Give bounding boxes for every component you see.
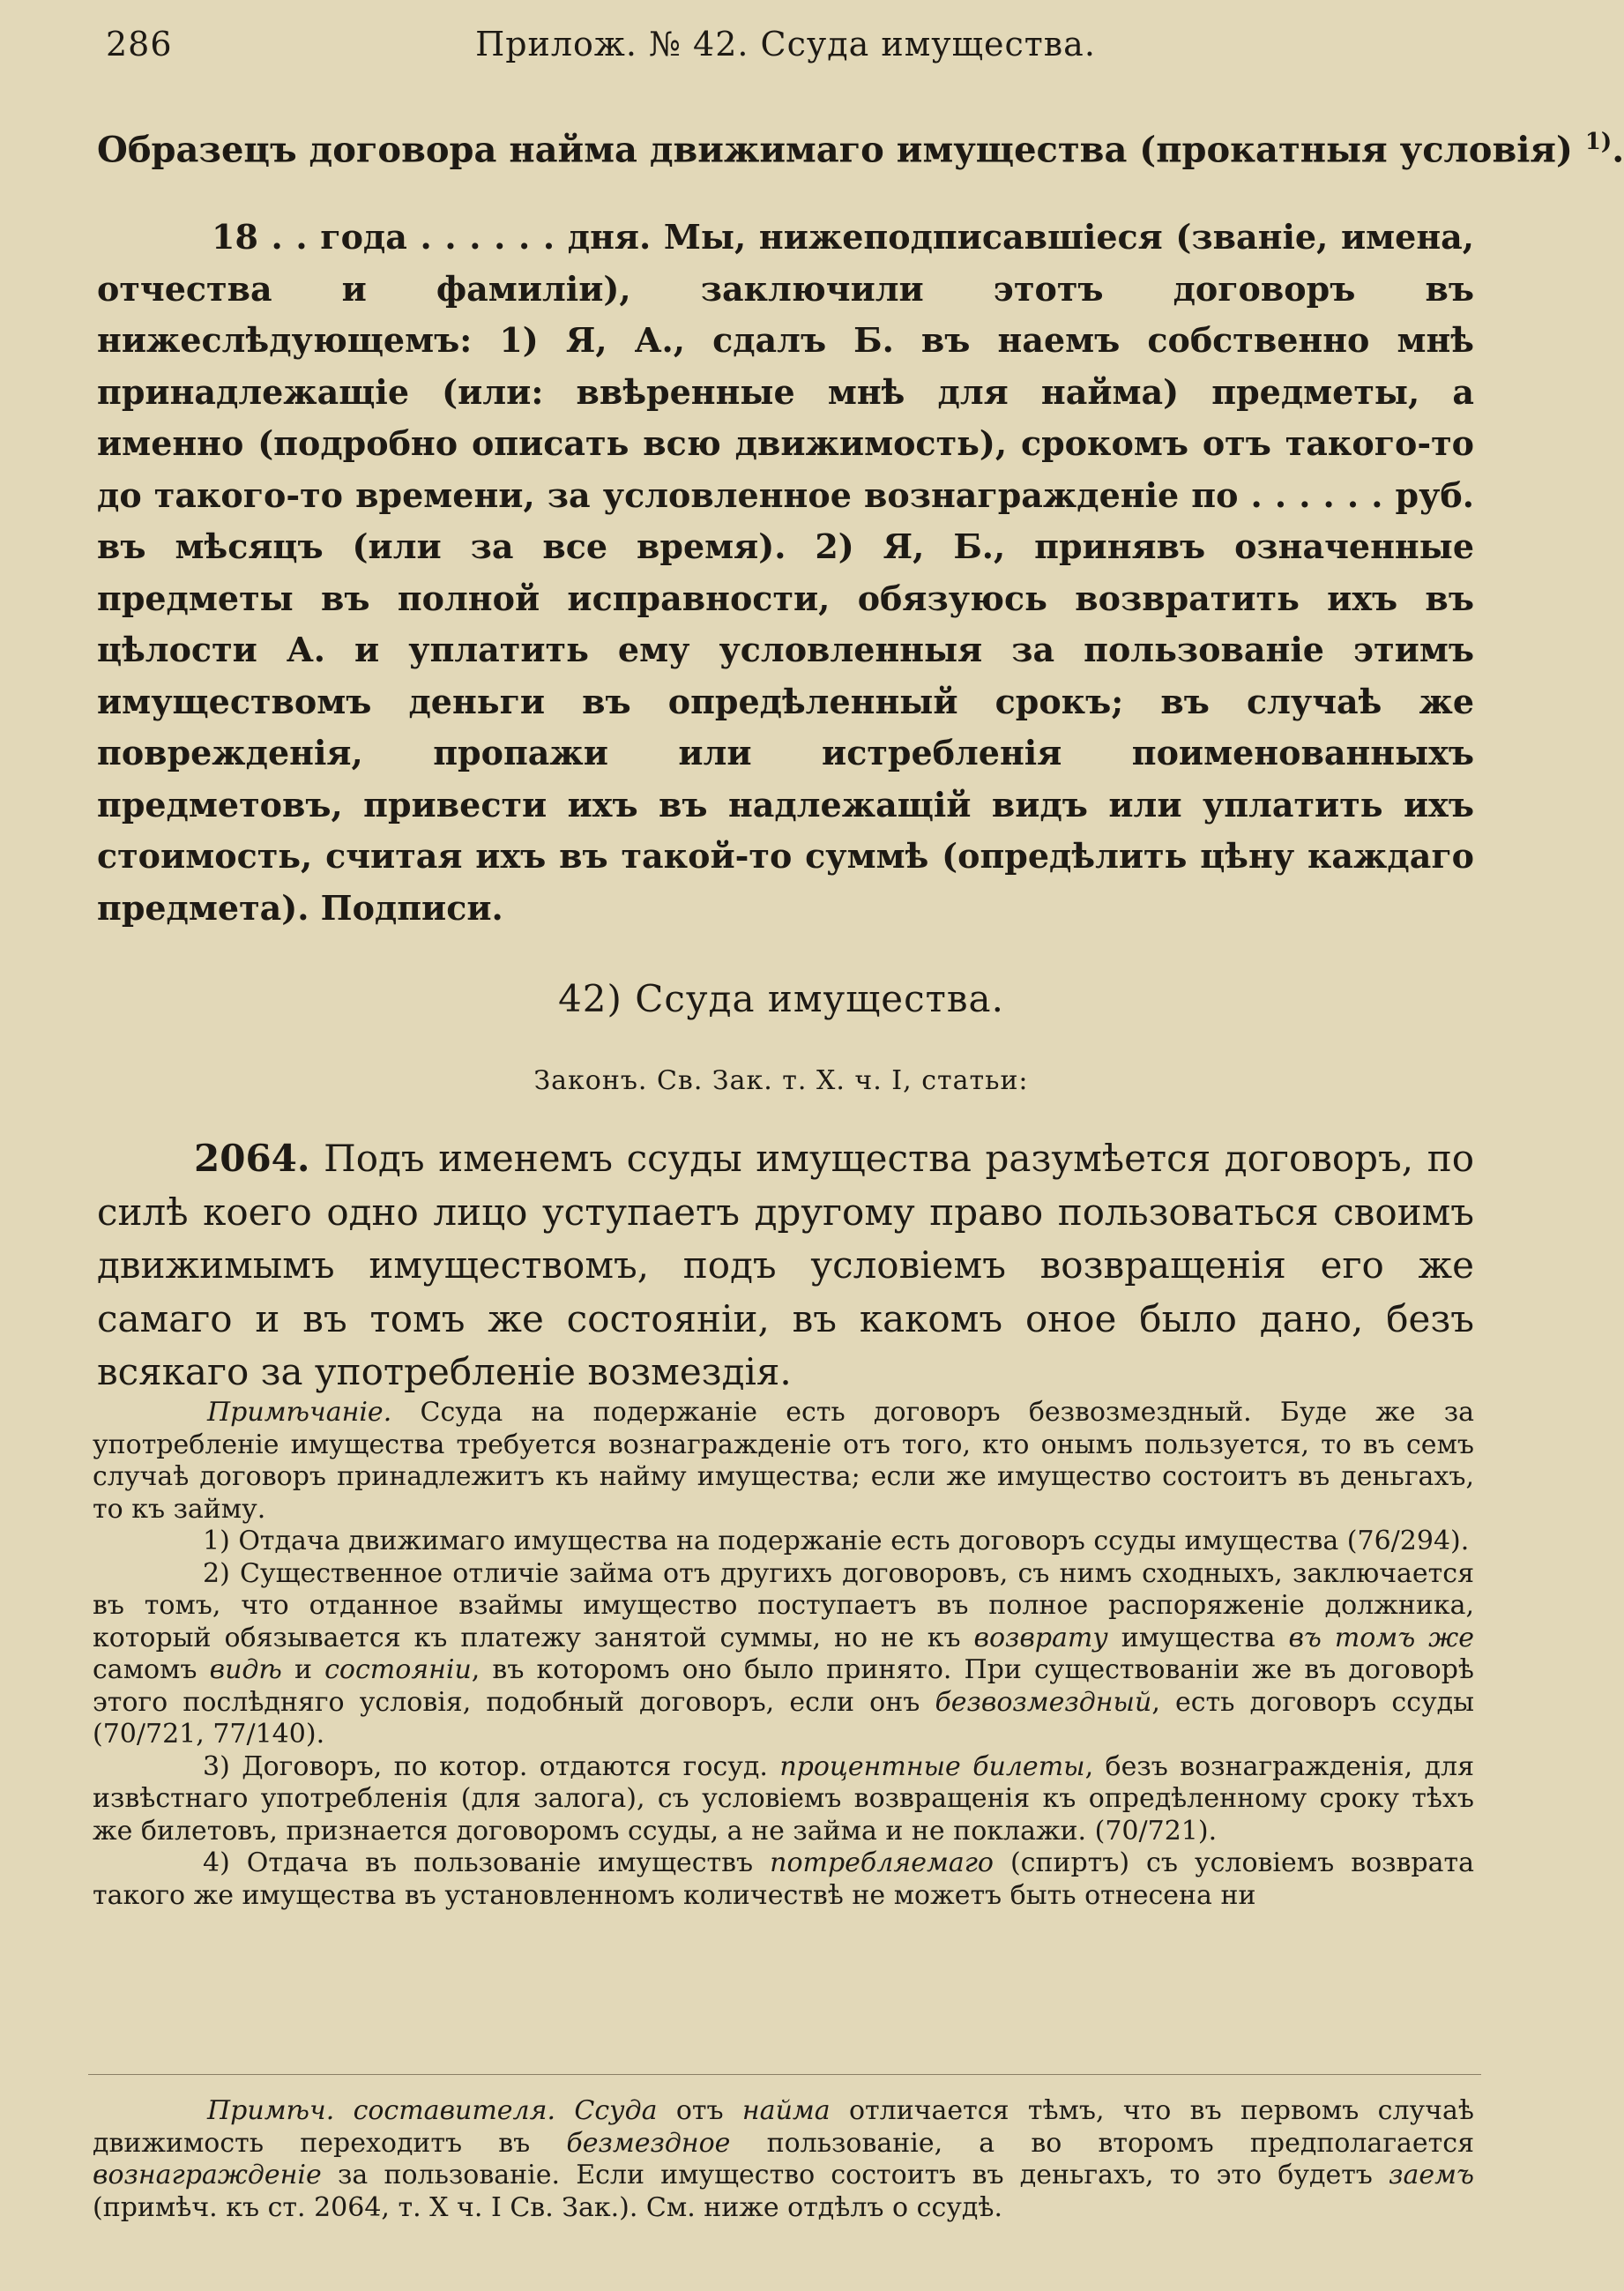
footnote-text-1: отъ — [657, 2095, 742, 2126]
note-item-2-text-a: 2) Существенное отличіе займа отъ другихъ договоровъ, съ нимъ сходныхъ, заключается въ томъ, что отданное взаймы имущество поступаетъ въ полное распоряженіе должника, который обязывается къ платежу занятой суммы, но не къ — [93, 1557, 1474, 1653]
section-heading: 42) Ссуда имущества. — [558, 977, 1004, 1020]
note-text: Ссуда на подержаніе есть договоръ безвозмездный. Буде же за употребленіе имущества требуется вознагражденіе отъ того, кто онымъ пользуется, то въ семъ случаѣ договоръ принадлежитъ къ найму имущества; если же имущество состоитъ въ деньгахъ, то къ займу. — [93, 1397, 1474, 1525]
note-item-2-emph-1: возврату — [973, 1622, 1108, 1653]
note-item-2-emph-5: безвозмездный — [935, 1686, 1152, 1718]
footnote-emph-1: Ссуда — [574, 2095, 658, 2126]
sample-contract-title: Образецъ договора найма движимаго имущества (прокатныя условія) $^{1)}$. — [97, 129, 1624, 171]
article-number: 2064. — [194, 1137, 310, 1180]
footnote-marker: 1) — [1584, 129, 1613, 155]
note-label: Примѣчаніе. — [207, 1397, 392, 1428]
footnote-emph-2: найма — [741, 2095, 831, 2126]
page-header — [106, 25, 1465, 69]
note-item-4-text-a: 4) Отдача въ пользованіе имуществъ — [203, 1847, 771, 1878]
sample-title-text: Образецъ договора найма движимаго имущества (прокатныя условія) — [97, 129, 1573, 171]
note-item-2-emph-2: въ томъ же — [1288, 1622, 1475, 1653]
footnote-emph-3: безмездное — [566, 2127, 731, 2159]
footnote-paragraph — [93, 2095, 1474, 2224]
footnote-label: Примѣч. составителя. — [207, 2095, 556, 2126]
footnote-emph-4: вознагражденіе — [93, 2160, 322, 2190]
note-item-2-emph-4: состояніи — [324, 1654, 472, 1685]
note-item-3-text-a: 3) Договоръ, по котор. отдаются госуд. — [203, 1750, 780, 1782]
footnote-emph-5: заемъ — [1389, 2160, 1474, 2190]
running-title: Прилож. № 42. Ссуда имущества. — [475, 25, 1096, 63]
note-item-1: 1) Отдача движимаго имущества на подержаніе есть договоръ ссуды имущества (76/294). — [203, 1526, 1470, 1556]
article-2064 — [97, 1132, 1474, 1399]
note-item-2-text-e: , въ которомъ оно было принято. При существованіи же въ договорѣ этого послѣдняго условія, подобный договоръ, если онъ — [93, 1654, 1474, 1718]
note-item-4-emph-1: потребляемаго — [770, 1847, 994, 1878]
law-reference: Законъ. Св. Зак. т. X. ч. I, статьи: — [533, 1065, 1029, 1096]
note-item-4-text-b: (спиртъ) съ условіемъ возврата такого же имущества въ установленномъ количествѣ не можетъ быть отнесена ни — [93, 1847, 1474, 1911]
note-item-3 — [93, 1751, 1474, 1848]
note-item-2-text-f: , есть договоръ ссуды (70/721, 77/140). — [93, 1686, 1474, 1750]
page-number: 286 — [106, 25, 173, 63]
note-item-2-text-c: самомъ — [93, 1654, 210, 1685]
compiler-footnote — [93, 2095, 1474, 2224]
article-notes — [93, 1397, 1474, 1912]
footnote-divider — [88, 2074, 1481, 2075]
note-item-2-text-b: имущества — [1107, 1622, 1289, 1653]
footnote-text-3: пользованіе, а во второмъ предполагается — [730, 2127, 1475, 2159]
article-paragraph — [97, 1132, 1474, 1399]
note-item-2 — [93, 1558, 1474, 1751]
article-text: Подъ именемъ ссуды имущества разумѣется договоръ, по силѣ коего одно лицо уступаетъ другому право пользоваться своимъ движимымъ имуществомъ, подъ условіемъ возвращенія его же самаго и въ томъ же состояніи, въ какомъ оное было дано, безъ всякаго за употребленіе возмездія. — [97, 1137, 1474, 1393]
note-item-4 — [93, 1847, 1474, 1912]
sample-body-text: 18 . . года . . . . . . дня. Мы, нижеподписавшіеся (званіе, имена, отчества и фамиліи), заключили этотъ договоръ въ нижеслѣдующемъ: 1) Я, А., сдалъ Б. въ наемъ собственно мнѣ принадлежащіе (или: ввѣренные мнѣ для найма) предметы, а именно (подробно описать всю движимость), срокомъ отъ такого-то до такого-то времени, за условленное вознагражденіе по . . . . . . руб. въ мѣсяцъ (или за все время). 2) Я, Б., принявъ означенные предметы въ полной исправности, обязуюсь возвратить ихъ въ цѣлости А. и уплатить ему условленныя за пользованіе этимъ имуществомъ деньги въ опредѣленный срокъ; въ случаѣ же поврежденія, пропажи или истребленія поименованныхъ предметовъ, привести ихъ въ надлежащій видъ или уплатить ихъ стоимость, считая ихъ въ такой-то суммѣ (опредѣлить цѣну каждаго предмета). Подписи. — [97, 217, 1474, 928]
note-item-3-emph-1: процентные билеты — [779, 1750, 1085, 1782]
sample-contract-body — [97, 212, 1474, 934]
footnote-text-5: (примѣч. къ ст. 2064, т. X ч. I Св. Зак.). См. ниже отдѣлъ о ссудѣ. — [93, 2191, 1002, 2223]
note-item-2-text-d: и — [281, 1654, 325, 1685]
note-item-2-emph-3: видѣ — [209, 1654, 282, 1685]
note-item-3-text-b: , безъ вознагражденія, для извѣстнаго употребленія (для залога), съ условіемъ возвращенія къ опредѣленному сроку тѣхъ же билетовъ, признается договоромъ ссуды, а не займа и не поклажи. (70/721). — [93, 1750, 1474, 1847]
note-paragraph — [93, 1397, 1474, 1526]
footnote-text-2: отличается тѣмъ, что въ первомъ случаѣ движимость переходитъ въ — [93, 2095, 1474, 2159]
footnote-text-4: за пользованіе. Если имущество состоитъ въ деньгахъ, то это будетъ — [321, 2160, 1389, 2190]
